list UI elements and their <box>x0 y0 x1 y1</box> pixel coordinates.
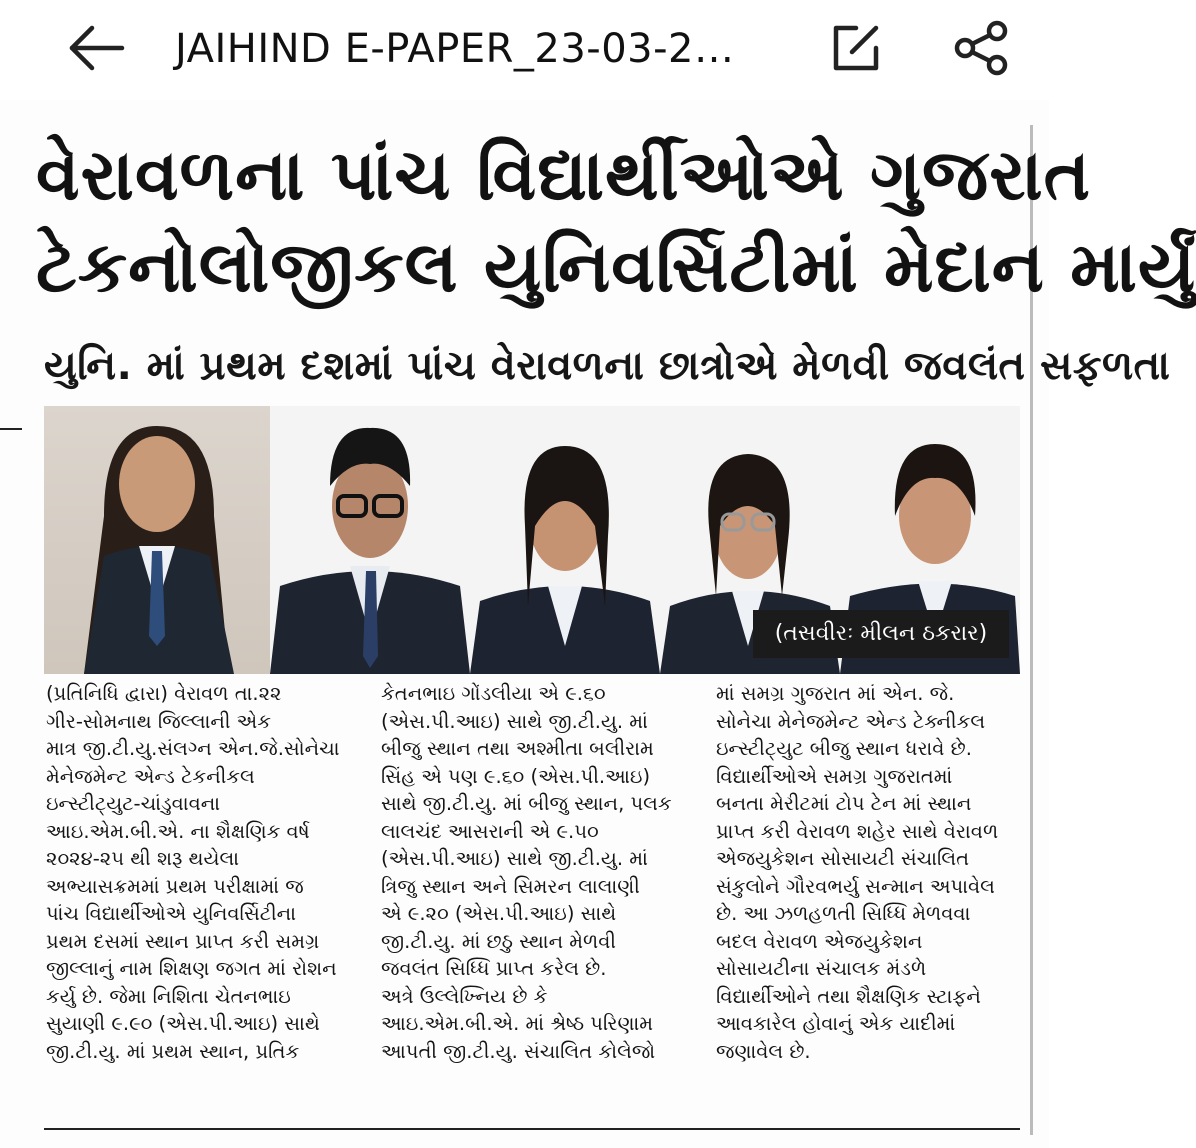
article-line: (એસ.પી.આઇ) સાથે જી.ટી.યુ. માં <box>381 709 648 733</box>
article-line: જીલ્લાનું નામ શિક્ષણ જગત માં રોશન <box>46 957 337 980</box>
article-line: જણાવેલ છે. <box>716 1039 811 1063</box>
article-line: લાલચંદ આસરાની એ ૯.૫૦ <box>381 819 599 843</box>
article-line: સિંહ એ પણ ૯.૬૦ (એસ.પી.આઇ) <box>381 764 651 788</box>
article-line: પ્રથમ દસમાં સ્થાન પ્રાપ્ત કરી સમગ્ર <box>46 929 320 953</box>
article-line: છે. આ ઝળહળતી સિધ્ધિ મેળવવા <box>716 902 971 925</box>
article-line: કર્યુ છે. જેમા નિશિતા ચેતનભાઇ <box>46 984 291 1008</box>
article-line: પ્રાપ્ત કરી વેરાવળ શહેર સાથે વેરાવળ <box>716 819 999 843</box>
share-button[interactable] <box>951 18 1011 78</box>
article-column-2 <box>381 680 686 1065</box>
article-line: બનતા મેરીટમાં ટોપ ટેન માં સ્થાન <box>716 792 972 815</box>
edit-button[interactable] <box>828 20 884 76</box>
article-line: બીજુ સ્થાન તથા અશ્મીતા બલીરામ <box>381 737 654 760</box>
article-line: આવકારેલ હોવાનું એક યાદીમાં <box>716 1012 956 1035</box>
headline-line-2: ટેકનોલોજીકલ યુનિવર્સિટીમાં મેદાન માર્યું <box>36 226 1196 308</box>
back-button[interactable] <box>66 22 126 74</box>
article-line: માં સમગ્ર ગુજરાત માં એન. જે. <box>716 682 955 705</box>
article-line: મેનેજમેન્ટ એન્ડ ટેકનીકલ <box>46 764 255 788</box>
article-column-3 <box>716 680 1021 1065</box>
article-line: એ ૯.૨૦ (એસ.પી.આઇ) સાથે <box>381 902 617 925</box>
article-line: (એસ.પી.આઇ) સાથે જી.ટી.યુ. માં <box>381 847 648 870</box>
article-line: સોનેચા મેનેજમેન્ટ એન્ડ ટેક્નીકલ <box>716 709 986 733</box>
subheadline: યુનિ. માં પ્રથમ દશમાં પાંચ વેરાવળના છાત્રોએ મેળવી જવલંત સફળતા <box>44 343 1171 389</box>
share-icon <box>951 18 1011 78</box>
student-photo-1 <box>44 406 270 674</box>
article-column-1 <box>46 680 351 1065</box>
document-title: JAIHIND E-PAPER_23-03-2… <box>175 26 735 72</box>
page-edge-rule <box>0 428 22 430</box>
app-bar <box>0 0 1049 100</box>
article-line: સોસાયટીના સંચાલક મંડળે <box>716 957 927 980</box>
arrow-left-icon <box>66 22 126 74</box>
photo-credit: (તસવીરઃ મીલન ઠકરાર) <box>753 610 1009 658</box>
article-line: ૨૦૨૪-૨૫ થી શરૂ થયેલા <box>46 847 240 870</box>
article-line: જી.ટી.યુ. માં પ્રથમ સ્થાન, પ્રતિક <box>46 1039 300 1063</box>
bottom-rule <box>44 1128 1020 1130</box>
article-line: જી.ટી.યુ. માં છઠુ સ્થાન મેળવી <box>381 929 616 953</box>
article-line: આઇ.એમ.બી.એ. માં શ્રેષ્ઠ પરિણામ <box>381 1012 653 1035</box>
article-line: ઇન્સ્ટીટ્યુટ બીજુ સ્થાન ધરાવે છે. <box>716 737 972 760</box>
article-line: સંકુલોને ગૌરવભર્યુ સન્માન અપાવેલ <box>716 874 995 898</box>
article-line: આપતી જી.ટી.યુ. સંચાલિત કોલેજો <box>381 1039 656 1063</box>
article-line: પાંચ વિદ્યાર્થીઓએ યુનિવર્સિટીના <box>46 902 296 925</box>
article-line: ગીર-સોમનાથ જિલ્લાની એક <box>46 709 271 733</box>
article-line: વિદ્યાર્થીઓને તથા શૈક્ષણિક સ્ટાફને <box>716 984 981 1008</box>
article-line: જવલંત સિધ્ધિ પ્રાપ્ત કરેલ છે. <box>381 957 607 980</box>
article-line: વિદ્યાર્થીઓએ સમગ્ર ગુજરાતમાં <box>716 764 953 788</box>
article-line: ઇન્સ્ટીટ્યુટ-ચાંડુવાવના <box>46 792 221 815</box>
article-line: અભ્યાસક્રમમાં પ્રથમ પરીક્ષામાં જ <box>46 874 304 898</box>
article-line: અત્રે ઉલ્લેખ્નિય છે કે <box>381 984 548 1008</box>
article-line: સુયાણી ૯.૯૦ (એસ.પી.આઇ) સાથે <box>46 1012 320 1035</box>
article-line: એજયુકેશન સોસાયટી સંચાલિત <box>716 847 970 870</box>
article-line: ત્રિજુ સ્થાન અને સિમરન લાલાણી <box>381 874 640 898</box>
article-line: (પ્રતિનિધિ દ્વારા) વેરાવળ તા.૨૨ <box>46 682 282 705</box>
article-line: સાથે જી.ટી.યુ. માં બીજુ સ્થાન, પલક <box>381 792 672 815</box>
article-line: કેતનભાઇ ગોંડલીયા એ ૯.૬૦ <box>381 682 606 705</box>
edit-icon <box>828 20 884 76</box>
article-line: આઇ.એમ.બી.એ. ના શૈક્ષણિક વર્ષ <box>46 819 310 843</box>
article-line: માત્ર જી.ટી.યુ.સંલગ્ન એન.જે.સોનેચા <box>46 737 340 760</box>
article-line: બદલ વેરાવળ એજયુકેશન <box>716 929 923 953</box>
headline-line-1: વેરાવળના પાંચ વિદ્યાર્થીઓએ ગુજરાત <box>36 134 1092 216</box>
